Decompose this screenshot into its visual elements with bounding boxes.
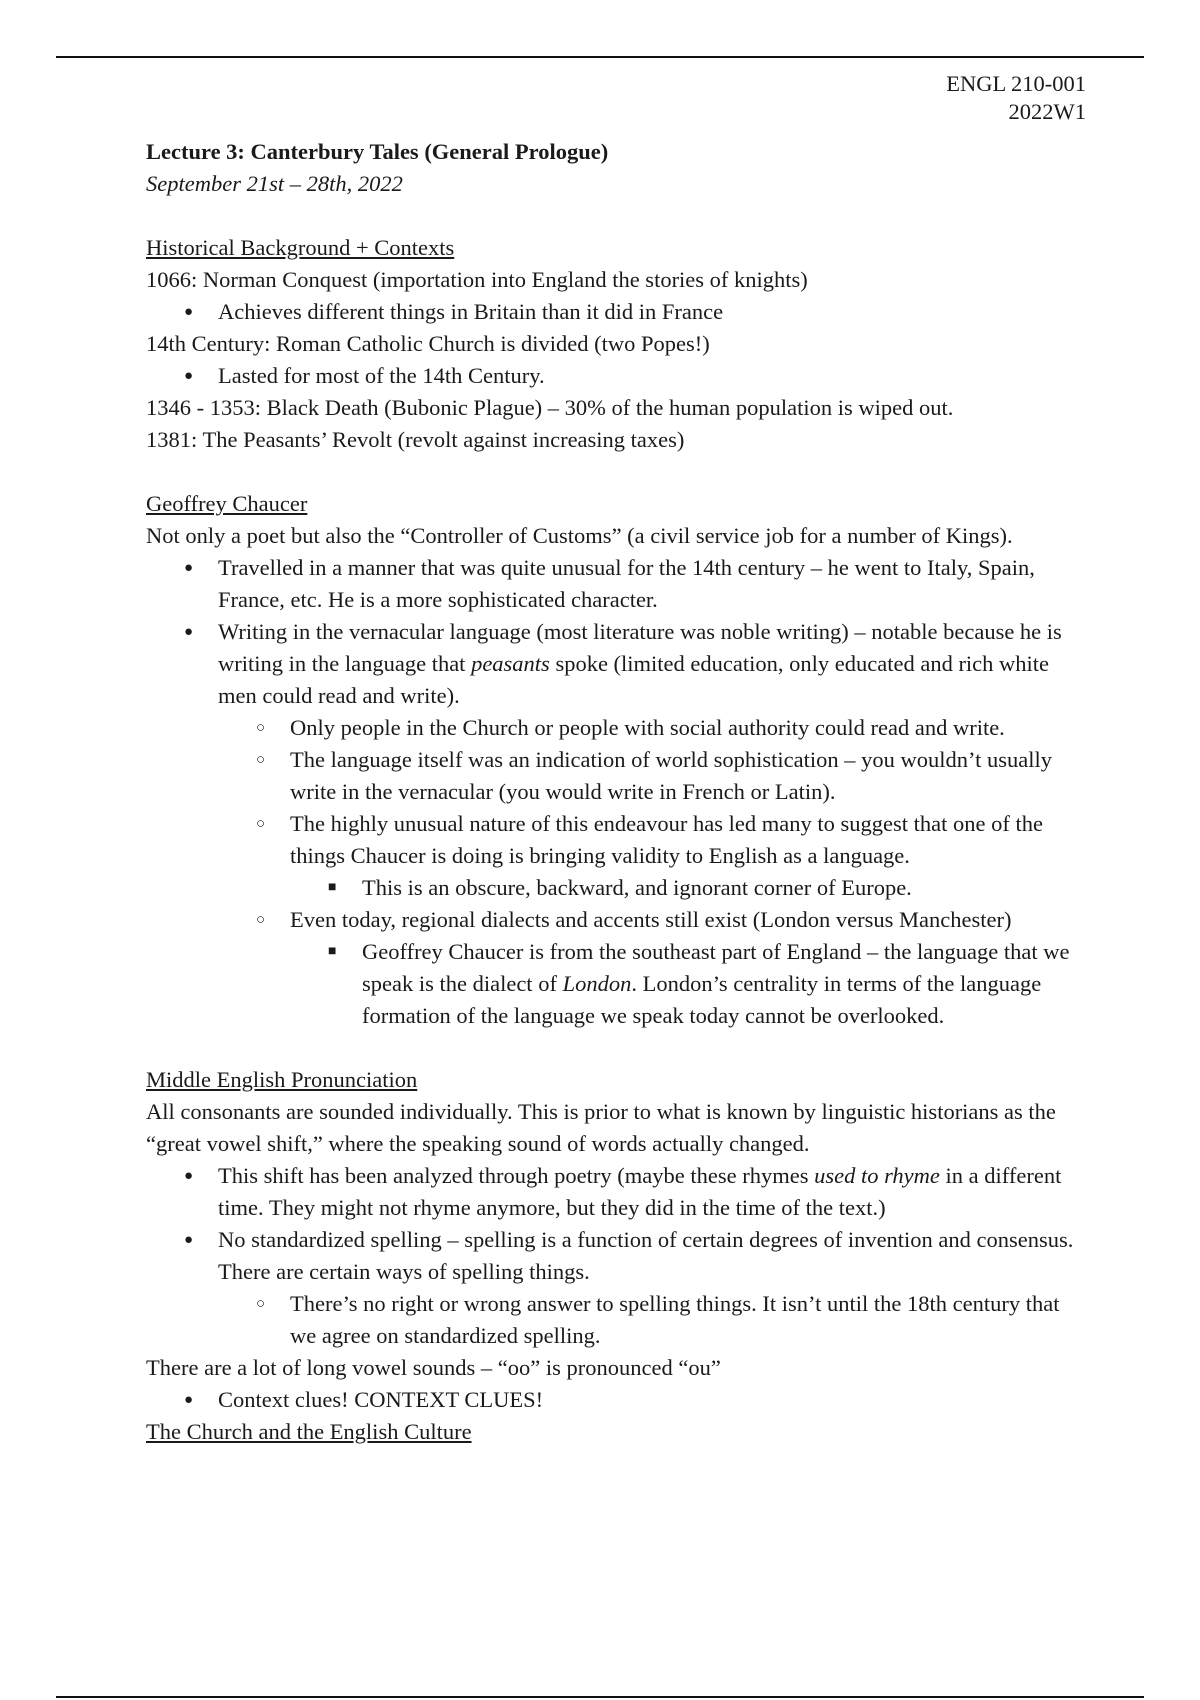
history-line: 1066: Norman Conquest (importation into England the stories of knights) bbox=[146, 267, 808, 292]
sub-bullet-list bbox=[146, 712, 1086, 872]
document-page bbox=[146, 70, 1086, 1448]
lecture-title: Lecture 3: Canterbury Tales (General Prologue) bbox=[146, 139, 609, 164]
history-line: 1381: The Peasants’ Revolt (revolt against increasing taxes) bbox=[146, 427, 685, 452]
list-item: ● Context clues! CONTEXT CLUES! bbox=[146, 1384, 1086, 1416]
list-item: ● Achieves different things in Britain than it did in France bbox=[146, 296, 1086, 328]
course-code: ENGL 210-001 bbox=[946, 71, 1086, 96]
list-item: ● No standardized spelling – spelling is a function of certain degrees of invention and consensus. There are certain ways of spelling things. bbox=[146, 1224, 1086, 1288]
lecture-date: September 21st – 28th, 2022 bbox=[146, 171, 403, 196]
list-item: ■ This is an obscure, backward, and ignorant corner of Europe. bbox=[146, 872, 1086, 904]
sub-bullet-list bbox=[146, 1288, 1086, 1352]
list-item: ● Travelled in a manner that was quite unusual for the 14th century – he went to Italy, Spain, France, etc. He is a more sophisticated character. bbox=[146, 552, 1086, 616]
pronunciation-intro: All consonants are sounded individually. This is prior to what is known by linguistic historians as the “great vowel shift,” where the speaking sound of words actually changed. bbox=[146, 1099, 1056, 1156]
history-line: 1346 - 1353: Black Death (Bubonic Plague) – 30% of the human population is wiped out. bbox=[146, 395, 954, 420]
bullet-list bbox=[146, 360, 1086, 392]
term: 2022W1 bbox=[1008, 99, 1086, 124]
pronunciation-line: There are a lot of long vowel sounds – “oo” is pronounced “ou” bbox=[146, 1355, 721, 1380]
section-heading-church: The Church and the English Culture bbox=[146, 1419, 472, 1444]
list-item: ● Lasted for most of the 14th Century. bbox=[146, 360, 1086, 392]
section-heading-chaucer: Geoffrey Chaucer bbox=[146, 491, 308, 516]
section-heading-history: Historical Background + Contexts bbox=[146, 235, 455, 260]
bullet-list bbox=[146, 1384, 1086, 1416]
bottom-rule bbox=[56, 1696, 1144, 1698]
list-item: ■ Geoffrey Chaucer is from the southeast part of England – the language that we speak is the dialect of London. London’s centrality in terms of the language formation of the language we speak today cannot be overlooked. bbox=[146, 936, 1086, 1032]
bullet-list bbox=[146, 552, 1086, 712]
list-item: ○ There’s no right or wrong answer to spelling things. It isn’t until the 18th century that we agree on standardized spelling. bbox=[146, 1288, 1086, 1352]
document-header bbox=[146, 70, 1086, 126]
list-item: ● Writing in the vernacular language (most literature was noble writing) – notable because he is writing in the language that peasants spoke (limited education, only educated and rich white men could read and write). bbox=[146, 616, 1086, 712]
bullet-list bbox=[146, 1160, 1086, 1288]
sub-bullet-list bbox=[146, 904, 1086, 936]
top-rule bbox=[56, 56, 1144, 58]
list-item: ○ The highly unusual nature of this endeavour has led many to suggest that one of the things Chaucer is doing is bringing validity to English as a language. bbox=[146, 808, 1086, 872]
section-heading-pronunciation: Middle English Pronunciation bbox=[146, 1067, 418, 1092]
sub-sub-bullet-list bbox=[146, 872, 1086, 904]
list-item: ○ Only people in the Church or people with social authority could read and write. bbox=[146, 712, 1086, 744]
history-line: 14th Century: Roman Catholic Church is divided (two Popes!) bbox=[146, 331, 710, 356]
list-item: ● This shift has been analyzed through poetry (maybe these rhymes used to rhyme in a different time. They might not rhyme anymore, but they did in the time of the text.) bbox=[146, 1160, 1086, 1224]
bullet-list bbox=[146, 296, 1086, 328]
chaucer-intro: Not only a poet but also the “Controller of Customs” (a civil service job for a number of Kings). bbox=[146, 523, 1013, 548]
list-item: ○ Even today, regional dialects and accents still exist (London versus Manchester) bbox=[146, 904, 1086, 936]
sub-sub-bullet-list bbox=[146, 936, 1086, 1032]
list-item: ○ The language itself was an indication of world sophistication – you wouldn’t usually write in the vernacular (you would write in French or Latin). bbox=[146, 744, 1086, 808]
